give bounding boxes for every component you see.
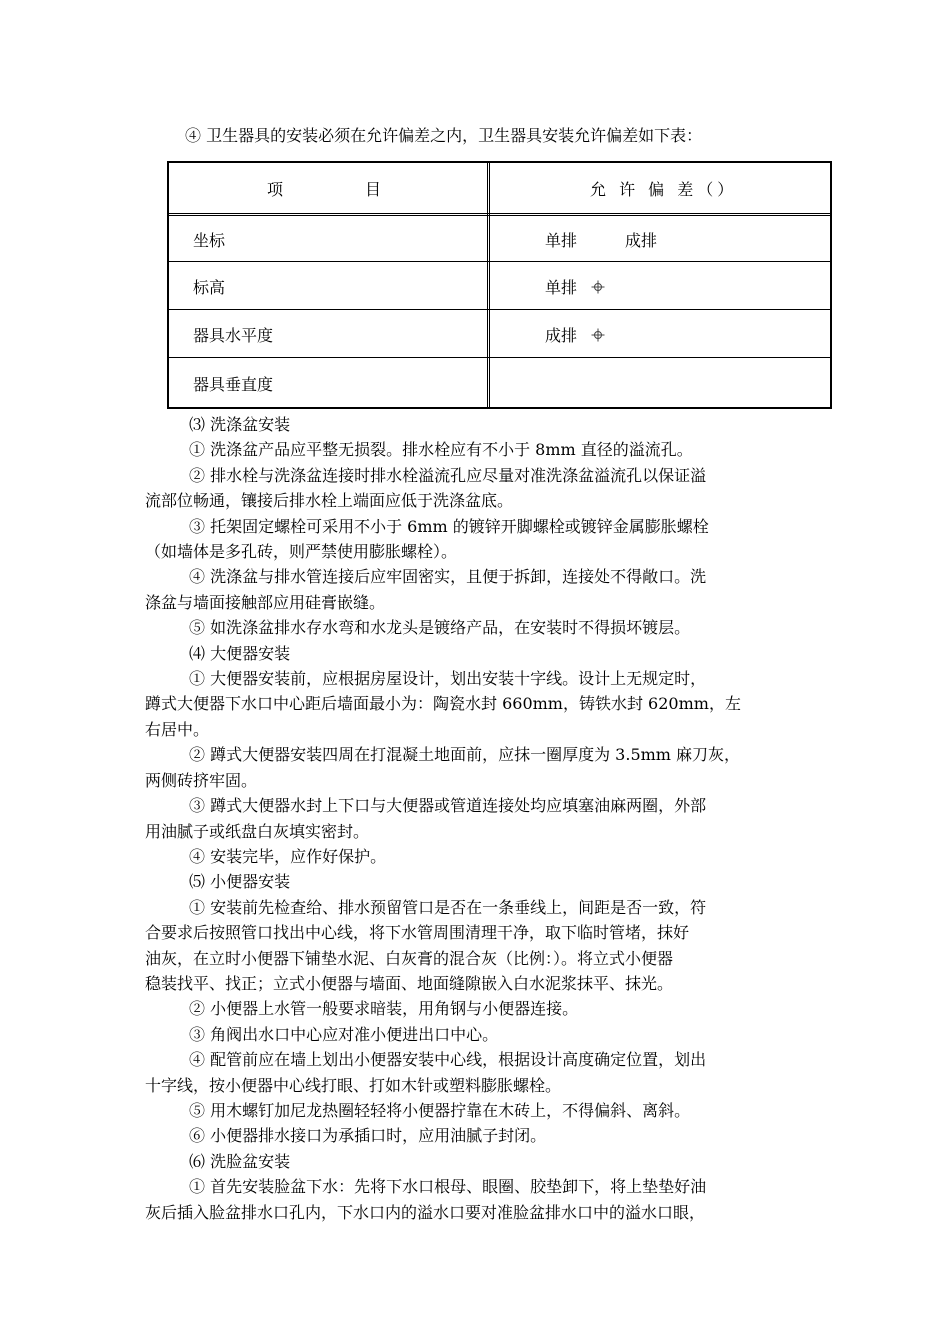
paragraph-line: 流部位畅通，镶接后排水栓上端面应低于洗涤盆底。 <box>145 491 514 511</box>
table-intro-text: ④ 卫生器具的安装必须在允许偏差之内，卫生器具安装允许偏差如下表： <box>185 126 703 145</box>
paragraph-line: ⑹ 洗脸盆安装 <box>189 1151 291 1171</box>
paragraph-line: ② 排水栓与洗涤盆连接时排水栓溢流孔应尽量对准洗涤盆溢流孔以保证溢 <box>189 465 707 485</box>
paragraph-line: 十字线，按小便器中心线打眼、打如木针或塑料膨胀螺栓。 <box>145 1075 562 1095</box>
row-divider <box>169 309 830 310</box>
paragraph-line: 涤盆与墙面接触部应用硅膏嵌缝。 <box>145 592 386 612</box>
paragraph-line: ② 蹲式大便器安装四周在打混凝土地面前，应抹一圈厚度为 3.5mm 麻刀灰， <box>189 745 741 765</box>
paragraph-line: ① 安装前先检查给、排水预留管口是否在一条垂线上，间距是否一致，符 <box>189 897 707 917</box>
value-a: 单排 <box>545 231 578 250</box>
header-item-a: 项 <box>267 180 284 199</box>
paragraph-line: ⑶ 洗涤盆安装 <box>189 415 291 434</box>
row-divider <box>169 357 830 358</box>
value-a: 成排 <box>545 326 578 345</box>
paragraph-line: ③ 托架固定螺栓可采用不小于 6mm 的镀锌开脚螺栓或镀锌金属膨胀螺栓 <box>189 516 709 536</box>
paragraph-line: ① 首先安装脸盆下水：先将下水口根母、眼圈、胶垫卸下，将上垫垫好油 <box>189 1177 707 1197</box>
paragraph-line: 用油腻子或纸盘白灰填实密封。 <box>145 821 370 841</box>
paragraph-line: ① 大便器安装前，应根据房屋设计，划出安装十字线。设计上无规定时， <box>189 669 707 689</box>
header-item <box>267 179 381 201</box>
body-text <box>145 412 825 1225</box>
paragraph-line: ③ 角阀出水口中心应对准小便进出口中心。 <box>189 1024 499 1044</box>
paragraph-line: ④ 安装完毕，应作好保护。 <box>189 846 387 866</box>
paragraph-line: 油灰，在立时小便器下铺垫水泥、白灰膏的混合灰（比例：）。将立式小便器 <box>145 948 674 968</box>
paragraph-line: ⑥ 小便器排水接口为承插口时，应用油腻子封闭。 <box>189 1126 547 1146</box>
paragraph-line: ⑸ 小便器安装 <box>189 872 291 892</box>
paragraph-line: ③ 蹲式大便器水封上下口与大便器或管道连接处均应填塞油麻两圈，外部 <box>189 796 707 816</box>
crosshair-circle-icon <box>591 328 605 342</box>
paragraph-line: 蹲式大便器下水口中心距后墙面最小为：陶瓷水封 660mm，铸铁水封 620mm，左 <box>145 694 741 714</box>
row-label: 器具垂直度 <box>193 375 274 394</box>
value-b: 成排 <box>625 231 658 250</box>
paragraph-line: ④ 洗涤盆与排水管连接后应牢固密实，且便于拆卸，连接处不得敞口。洗 <box>189 567 707 587</box>
row-label: 器具水平度 <box>193 326 274 345</box>
row-label: 标高 <box>193 278 226 297</box>
row-value <box>545 230 657 252</box>
paragraph-line: ② 小便器上水管一般要求暗装，用角钢与小便器连接。 <box>189 999 579 1019</box>
row-value <box>545 277 605 299</box>
paragraph-line: ⑤ 用木螺钉加尼龙热圈轻轻将小便器拧靠在木砖上，不得偏斜、离斜。 <box>189 1100 691 1120</box>
row-divider <box>169 261 830 262</box>
paragraph-line: 两侧砖挤牢固。 <box>145 770 258 790</box>
tolerance-table <box>167 161 832 409</box>
row-label: 坐标 <box>193 231 226 250</box>
paragraph-line: ① 洗涤盆产品应平整无损裂。排水栓应有不小于 8mm 直径的溢流孔。 <box>189 440 693 460</box>
paragraph-line: （如墙体是多孔砖，则严禁使用膨胀螺栓）。 <box>145 542 458 562</box>
paragraph-line: 右居中。 <box>145 719 210 739</box>
header-item-b: 目 <box>365 180 382 199</box>
header-tolerance: 允 许 偏 差（） <box>590 180 738 199</box>
header-divider <box>169 213 830 216</box>
paragraph-line: 灰后插入脸盆排水口孔内，下水口内的溢水口要对准脸盆排水口中的溢水口眼， <box>145 1202 706 1222</box>
paragraph-line: ⑤ 如洗涤盆排水存水弯和水龙头是镀络产品，在安装时不得损坏镀层。 <box>189 618 691 638</box>
paragraph-line: ④ 配管前应在墙上划出小便器安装中心线，根据设计高度确定位置，划出 <box>189 1050 707 1070</box>
column-divider <box>487 163 490 407</box>
value-a: 单排 <box>545 278 578 297</box>
row-value <box>545 325 605 347</box>
paragraph-line: 合要求后按照管口找出中心线，将下水管周围清理干净，取下临时管堵，抹好 <box>145 923 690 943</box>
paragraph-line: ⑷ 大便器安装 <box>189 643 291 663</box>
paragraph-line: 稳装找平、找正；立式小便器与墙面、地面缝隙嵌入白水泥浆抹平、抹光。 <box>145 973 674 993</box>
crosshair-circle-icon <box>591 280 605 294</box>
